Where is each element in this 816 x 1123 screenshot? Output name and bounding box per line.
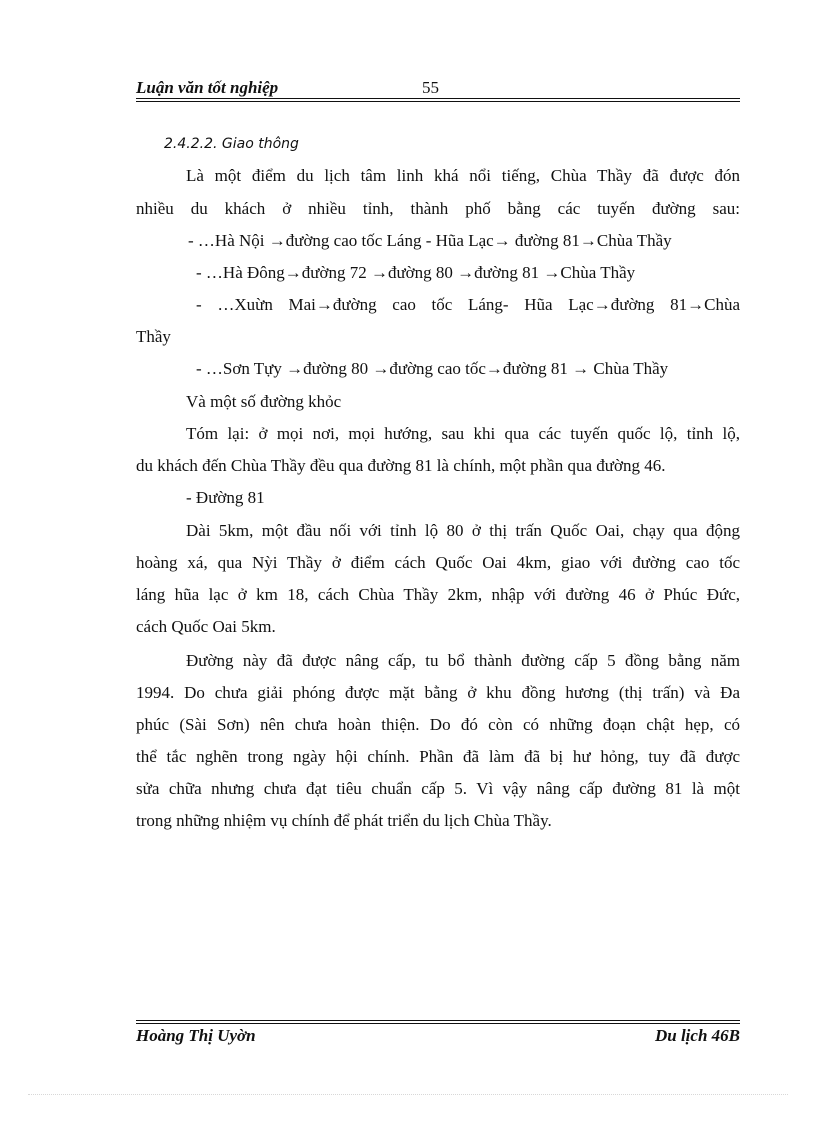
paragraph-line: Và một số đường khỏc	[186, 392, 342, 411]
footer-class: Du lịch 46B	[654, 1026, 740, 1045]
paragraph-line: thể tắc nghẽn trong ngày hội chính. Phần đã làm đã bị hư hỏng, tuy đã được	[136, 747, 740, 766]
route-item-continued: Thầy	[136, 327, 171, 346]
paragraph-line: phúc (Sài Sơn) nên chưa hoàn thiện. Do đó còn có những đoạn chật hẹp, có	[136, 715, 740, 734]
route-item: - …Xuừn Mai→đường cao tốc Láng- Hũa Lạc→đường 81→Chùa	[196, 295, 740, 314]
page-footer	[136, 1026, 740, 1048]
page-header	[136, 78, 740, 100]
paragraph-line: Tóm lại: ở mọi nơi, mọi hướng, sau khi qua các tuyến quốc lộ, tỉnh lộ,	[186, 424, 740, 443]
paragraph-line: sửa chữa nhưng chưa đạt tiêu chuẩn cấp 5. Vì vậy nâng cấp đường 81 là một	[136, 779, 740, 798]
route-item: - …Hà Nội →đường cao tốc Láng - Hũa Lạc→ đường 81→Chùa Thầy	[188, 231, 672, 250]
header-title: Luận văn tốt nghiệp	[136, 78, 279, 97]
footer-author: Hoàng Thị Uyờn	[136, 1026, 256, 1045]
page-bottom-border	[28, 1094, 788, 1095]
paragraph-line: du khách đến Chùa Thầy đều qua đường 81 là chính, một phần qua đường 46.	[136, 456, 666, 475]
route-item: - …Hà Đông→đường 72 →đường 80 →đường 81 →Chùa Thầy	[196, 263, 636, 282]
paragraph-line: láng hũa lạc ở km 18, cách Chùa Thầy 2km, nhập với đường 46 ở Phúc Đức,	[136, 585, 740, 604]
paragraph-line: trong những nhiệm vụ chính để phát triển du lịch Chùa Thầy.	[136, 811, 552, 830]
paragraph-line: 1994. Do chưa giải phóng được mặt bằng ở khu đồng hương (thị trấn) và Đa	[136, 683, 740, 702]
section-heading: 2.4.2.2. Giao thông	[164, 136, 299, 152]
route-item: - …Sơn Tựy →đường 80 →đường cao tốc→đường 81 → Chùa Thầy	[196, 359, 669, 378]
header-rule	[136, 98, 740, 102]
paragraph-line: Đường này đã được nâng cấp, tu bổ thành đường cấp 5 đồng bằng năm	[186, 651, 740, 670]
paragraph-line: nhiều du khách ở nhiều tỉnh, thành phố bằng các tuyến đường sau:	[136, 199, 740, 218]
subheading-road-81: - Đường 81	[186, 488, 265, 507]
paragraph-line: cách Quốc Oai 5km.	[136, 617, 276, 636]
paragraph-line: hoàng xá, qua Nỳi Thầy ở điểm cách Quốc Oai 4km, giao với đường cao tốc	[136, 553, 740, 572]
paragraph-line: Là một điểm du lịch tâm linh khá nổi tiếng, Chùa Thầy đã được đón	[186, 166, 740, 185]
footer-rule	[136, 1020, 740, 1024]
paragraph-line: Dài 5km, một đầu nối với tỉnh lộ 80 ở thị trấn Quốc Oai, chạy qua động	[186, 521, 740, 540]
page-number: 55	[422, 78, 439, 97]
